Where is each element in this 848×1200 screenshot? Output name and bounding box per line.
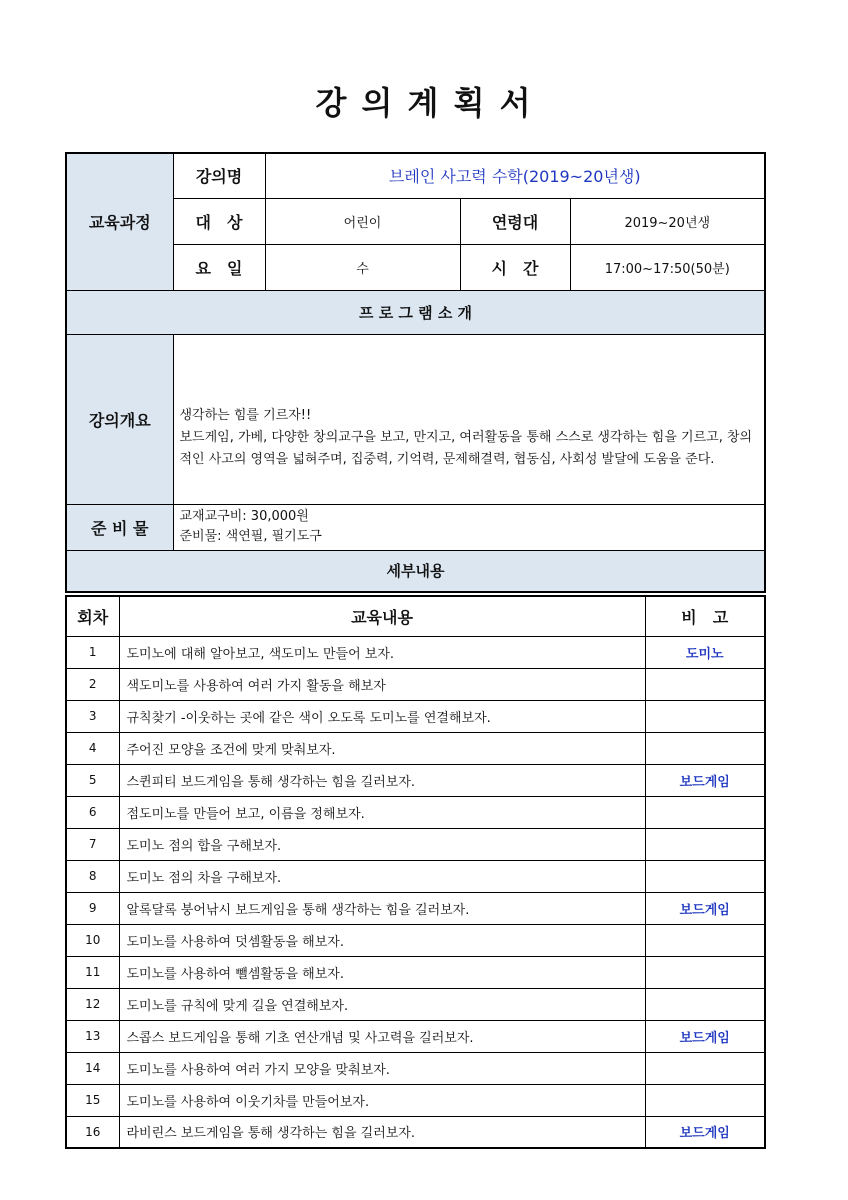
session-number: 9 xyxy=(66,892,119,924)
session-content: 라비린스 보드게임을 통해 생각하는 힘을 길러보자. xyxy=(119,1116,645,1148)
session-content: 규칙찾기 -이웃하는 곳에 같은 색이 오도록 도미노를 연결해보자. xyxy=(119,700,645,732)
session-content: 스콥스 보드게임을 통해 기초 연산개념 및 사고력을 길러보자. xyxy=(119,1020,645,1052)
session-content: 주어진 모양을 조건에 맞게 맞춰보자. xyxy=(119,732,645,764)
session-content: 도미노를 사용하여 여러 가지 모양을 맞춰보자. xyxy=(119,1052,645,1084)
table-row xyxy=(66,668,765,700)
overview-line-2: 보드게임, 가베, 다양한 창의교구을 보고, 만지고, 여러활동을 통해 스스로 생각하는 힘을 기르고, 창의적인 사고의 영역을 넓혀주며, 집중력, 기억력, 문제해결력, 협동심, 사회성 발달에 도움을 준다. xyxy=(179,430,753,467)
session-number: 5 xyxy=(66,764,119,796)
session-remark xyxy=(645,668,765,700)
session-number: 1 xyxy=(66,636,119,668)
session-remark xyxy=(645,1052,765,1084)
course-section-label: 교육과정 xyxy=(66,153,173,290)
session-content: 색도미노를 사용하여 여러 가지 활동을 해보자 xyxy=(119,668,645,700)
table-row xyxy=(66,636,765,668)
schedule-rows xyxy=(66,636,765,1148)
table-row xyxy=(66,1052,765,1084)
session-remark xyxy=(645,860,765,892)
table-row xyxy=(66,892,765,924)
session-number: 4 xyxy=(66,732,119,764)
session-number: 12 xyxy=(66,988,119,1020)
schedule-table xyxy=(65,595,766,1149)
session-number: 8 xyxy=(66,860,119,892)
materials-text xyxy=(173,504,765,550)
materials-line-2: 준비물: 색연필, 필기도구 xyxy=(179,529,322,544)
time-value: 17:00~17:50(50분) xyxy=(570,244,765,290)
session-remark: 보드게임 xyxy=(645,764,765,796)
table-row xyxy=(66,796,765,828)
session-number: 16 xyxy=(66,1116,119,1148)
session-content: 도미노 점의 합을 구해보자. xyxy=(119,828,645,860)
session-remark xyxy=(645,1084,765,1116)
session-number: 14 xyxy=(66,1052,119,1084)
session-content: 도미노 점의 차을 구해보자. xyxy=(119,860,645,892)
table-row xyxy=(66,828,765,860)
table-row xyxy=(66,1116,765,1148)
table-row xyxy=(66,732,765,764)
age-value: 2019~20년생 xyxy=(570,198,765,244)
target-value: 어린이 xyxy=(265,198,460,244)
table-row xyxy=(66,860,765,892)
program-header: 프 로 그 램 소 개 xyxy=(66,290,765,334)
table-row xyxy=(66,988,765,1020)
session-remark xyxy=(645,732,765,764)
age-label: 연령대 xyxy=(460,198,570,244)
overview-line-1: 생각하는 힘를 기르자!! xyxy=(179,408,312,423)
session-number: 11 xyxy=(66,956,119,988)
details-header: 세부내용 xyxy=(66,550,765,592)
table-row xyxy=(66,1020,765,1052)
target-label: 대 상 xyxy=(173,198,265,244)
day-value: 수 xyxy=(265,244,460,290)
content-column-header: 교육내용 xyxy=(119,596,645,636)
overview-text xyxy=(173,334,765,504)
session-number: 3 xyxy=(66,700,119,732)
session-content: 도미노를 규칙에 맞게 길을 연결해보자. xyxy=(119,988,645,1020)
course-info-table xyxy=(65,152,766,593)
session-content: 도미노를 사용하여 뺄셈활동을 해보자. xyxy=(119,956,645,988)
session-number: 7 xyxy=(66,828,119,860)
session-number: 10 xyxy=(66,924,119,956)
session-remark xyxy=(645,700,765,732)
session-content: 스퀸피티 보드게임을 통해 생각하는 힘을 길러보자. xyxy=(119,764,645,796)
time-label: 시 간 xyxy=(460,244,570,290)
session-number: 15 xyxy=(66,1084,119,1116)
remark-column-header: 비 고 xyxy=(645,596,765,636)
table-row xyxy=(66,956,765,988)
table-row xyxy=(66,924,765,956)
session-remark xyxy=(645,988,765,1020)
session-content: 점도미노를 만들어 보고, 이름을 정해보자. xyxy=(119,796,645,828)
session-content: 도미노를 사용하여 이웃기차를 만들어보자. xyxy=(119,1084,645,1116)
session-remark xyxy=(645,956,765,988)
session-content: 도미노에 대해 알아보고, 색도미노 만들어 보자. xyxy=(119,636,645,668)
session-column-header: 회차 xyxy=(66,596,119,636)
materials-line-1: 교재교구비: 30,000원 xyxy=(179,509,309,524)
course-name-value: 브레인 사고력 수학(2019~20년생) xyxy=(265,153,765,198)
session-number: 13 xyxy=(66,1020,119,1052)
session-remark xyxy=(645,828,765,860)
table-row xyxy=(66,700,765,732)
session-content: 알록달록 붕어낚시 보드게임을 통해 생각하는 힘을 길러보자. xyxy=(119,892,645,924)
document-title: 강 의 계 획 서 xyxy=(315,84,533,122)
table-row xyxy=(66,1084,765,1116)
session-content: 도미노를 사용하여 덧셈활동을 해보자. xyxy=(119,924,645,956)
session-number: 2 xyxy=(66,668,119,700)
session-remark xyxy=(645,796,765,828)
session-remark: 보드게임 xyxy=(645,1020,765,1052)
session-remark: 보드게임 xyxy=(645,892,765,924)
day-label: 요 일 xyxy=(173,244,265,290)
table-row xyxy=(66,764,765,796)
course-name-label: 강의명 xyxy=(173,153,265,198)
overview-label: 강의개요 xyxy=(66,334,173,504)
session-number: 6 xyxy=(66,796,119,828)
materials-label: 준 비 물 xyxy=(66,504,173,550)
session-remark: 보드게임 xyxy=(645,1116,765,1148)
session-remark: 도미노 xyxy=(645,636,765,668)
session-remark xyxy=(645,924,765,956)
